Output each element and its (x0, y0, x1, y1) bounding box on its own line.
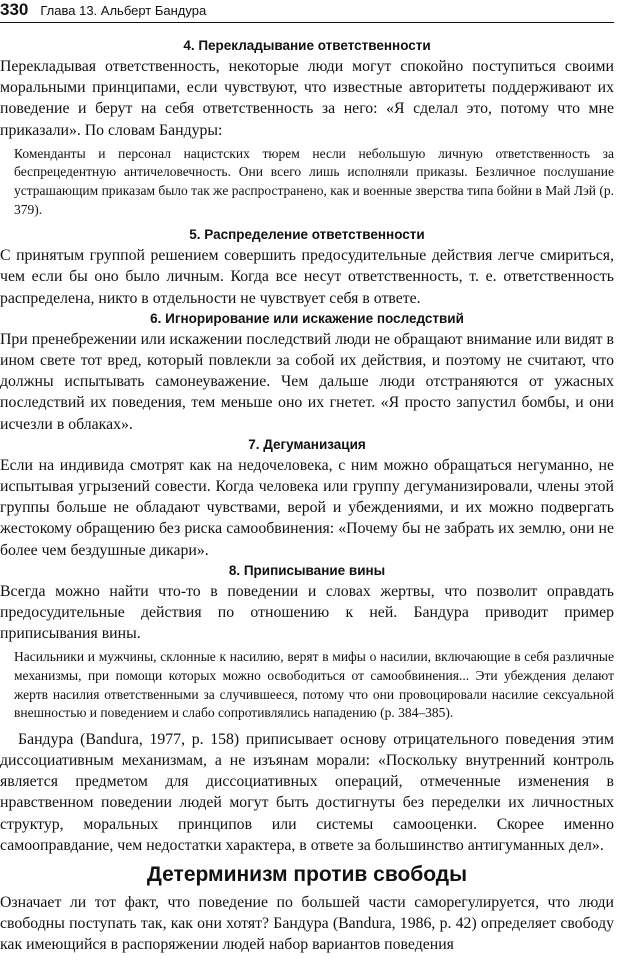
section-4-paragraph: Перекладывая ответственность, некоторые люди могут спокойно поступиться своими моральными принципами, если чувствуют, что известные авторитеты поддерживают их поведение и берут на себя ответственность за него: «Я сделал это, потому что мне приказали». По словам Бандуры: (0, 58, 614, 139)
determinism-heading: Детерминизм против свободы (146, 863, 468, 887)
section-7-paragraph: Если на индивида смотрят как на недочеловека, с ним можно обращаться негуманно, не испытывая угрызений совести. Когда человека или группу дегуманизировали, члены этой группы больше не обладают чувствами, верой и убеждениями, и их можно подвергать жестокому обращению без риска самообвинения: «Почему бы не забрать их землю, они не более чем бездушные дикари». (0, 456, 614, 559)
section-5 (0, 225, 614, 309)
section-8-quote: Насильники и мужчины, склонные к насилию, верят в мифы о насилии, включающие в себя различные механизмы, при помощи которых можно освободиться от самообвинения... Эти убеждения делают жертв насилия ответственными за случившееся, потому что они провоцировали насилие сексуальной внешностью и поведением и слабо сопротивлялись нападению (р. 384–385). (14, 649, 614, 721)
page-number: 330 (0, 0, 29, 19)
section-6 (0, 309, 614, 435)
section-8-paragraph-2: Бандура (Bandura, 1977, р. 158) приписывает основу отрицательного поведения этим диссоциативным механизмам, а не изъянам морали: «Поскольку внутренний контроль является предметом для диссоциативных операций, отмеченные изменения в нравственном поведении людей могут быть достигнуты без переделки их личностных структур, моральных принципов или системы самооценки. Скорее именно самооправдание, чем недостатки характера, в ответе за большинство антигуманных дел». (0, 730, 614, 854)
section-4-quote: Коменданты и персонал нацистских тюрем несли небольшую личную ответственность за беспрецедентную античеловечность. Они всего лишь исполняли приказы. Безличное послушание устрашающим приказам было так же распространено, как и военные зверства типа бойни в Май Лэй (р. 379). (14, 145, 614, 217)
section-8 (0, 561, 614, 856)
section-8-heading: 8. Приписывание вины (228, 562, 386, 578)
section-6-heading: 6. Игнорирование или искажение последствий (150, 310, 464, 326)
page-content (0, 36, 614, 956)
running-title: Глава 13. Альберт Бандура (40, 3, 207, 18)
section-5-paragraph: С принятым группой решением совершить предосудительные действия легче смириться, чем если бы оно было личным. Когда все несут ответственность, т. е. ответственность распределена, никто в отдельности не чувствует себя в ответе. (0, 247, 614, 307)
determinism-paragraph: Означает ли тот факт, что поведение по большей части саморегулируется, что люди свободны поступать так, как они хотят? Бандура (Bandura, 1986, р. 42) определяет свободу как имеющийся в распоряжении людей набор вариантов поведения (0, 894, 614, 954)
section-8-paragraph: Всегда можно найти что-то в поведении и словах жертвы, что позволит оправдать предосудительные действия по отношению к ней. Бандура приводит пример приписывания вины. (0, 582, 614, 643)
page-header (0, 0, 614, 23)
section-4 (0, 36, 614, 219)
section-6-paragraph: При пренебрежении или искажении последствий люди не обращают внимание или видят в ином свете тот вред, который повлекли за собой их действия, и поэтому не считают, что должны испытывать самонеуважение. Чем дальше люди отстраняются от ужасных последствий их поведения, тем меньше оно их гнетет. «Я просто запустил бомбы, и они исчезли в облаках». (0, 330, 614, 433)
section-5-heading: 5. Распределение ответственности (189, 227, 425, 243)
section-4-heading: 4. Перекладывание ответственности (183, 38, 431, 53)
section-7 (0, 435, 614, 561)
section-7-heading: 7. Дегуманизация (248, 436, 366, 452)
section-determinism (0, 860, 614, 956)
